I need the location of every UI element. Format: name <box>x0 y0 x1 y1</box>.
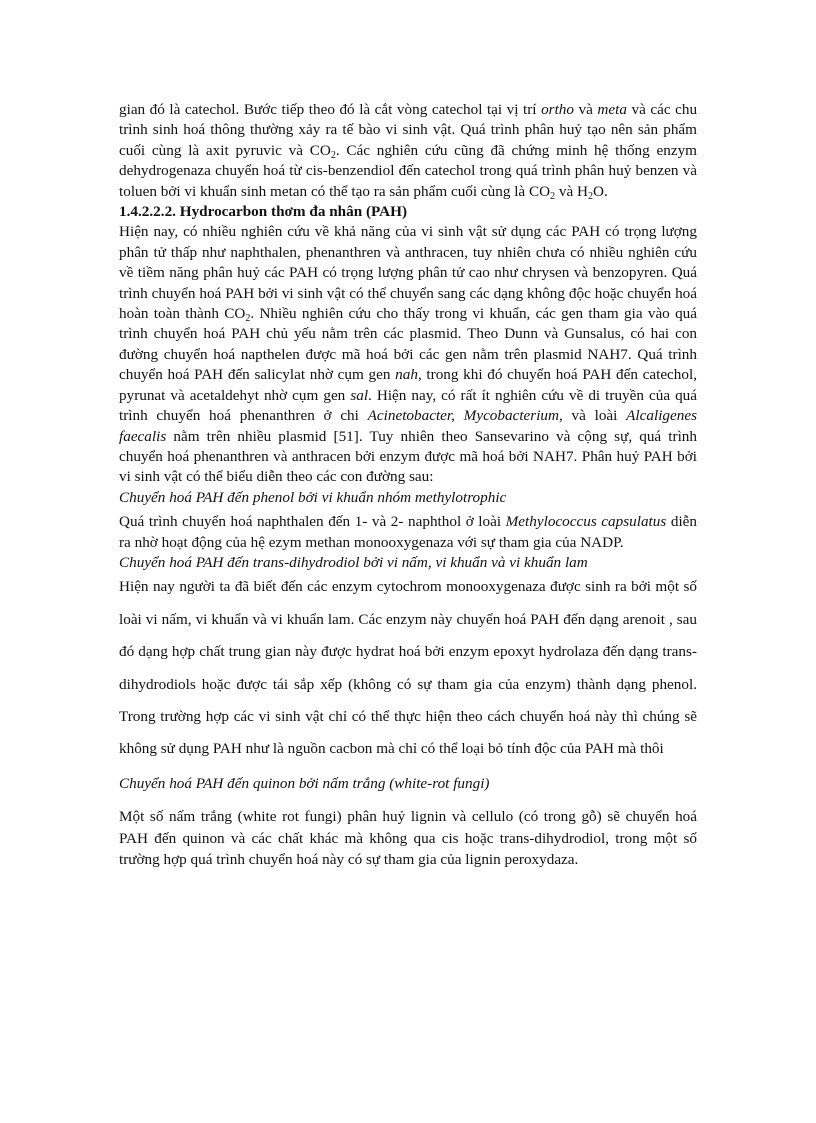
subheading-trans-dihydrodiol: Chuyển hoá PAH đến trans-dihydrodiol bởi vi nấm, vi khuẩn và vi khuẩn lam <box>119 553 588 571</box>
paragraph-pah-overview: Hiện nay, có nhiều nghiên cứu về khả năng của vi sinh vật sử dụng các PAH có trọng lượng phân tử thấp như naphthalen, phenanthren và anthracen, tuy nhiên chưa có nhiều nghiên cứu về tiềm năng phân huỷ các PAH có trọng lượng phân tử cao như chrysen và benzopyren. Quá trình chuyển hoá PAH bởi vi sinh vật có thể chuyển sang các dạng không độc hoặc chuyển hoá hoàn toàn thành $CO_2$. Nhiều nghiên cứu cho thấy trong vi khuẩn, các gen tham gia vào quá trình chuyển hoá PAH chủ yếu nằm trên các plasmid. Theo Dunn và Gunsalus, có hai con đường chuyển hoá napthelen được mã hoá bởi các gen nằm trên plasmid NAH7. Quá trình chuyển hoá PAH đến salicylat nhờ cụm gen nah, trong khi đó chuyển hoá PAH đến catechol, pyrunat và acetaldehyt nhờ cụm gen sal. Hiện nay, có rất ít nghiên cứu về di truyền của quá trình chuyển hoá phenanthren ở chi Acinetobacter, Mycobacterium, và loài Alcaligenes faecalis nằm trên nhiều plasmid [51]. Tuy nhiên theo Sansevarino và cộng sự, quá trình chuyển hoá phenanthren và anthracen bởi enzym được mã hoá bởi NAH7. Phân huỷ PAH bởi vi sinh vật có thể biểu diễn theo các con đường sau: <box>119 223 698 486</box>
paragraph-naphthol: Quá trình chuyển hoá naphthalen đến 1- và 2- naphthol ở loài Methylococcus capsulatus diễn ra nhờ hoạt động của hệ ezym methan monooxygenaza với sự tham gia của NADP. <box>119 513 697 551</box>
paragraph-white-rot: Một số nấm trắng (white rot fungi) phân huỷ lignin và cellulo (có trong gỗ) sẽ chuyển hoá PAH đến quinon và các chất khác mà không qua cis hoặc trans-dihydrodiol, trong một số trường hợp quá trình chuyển hoá này có sự tham gia của lignin peroxydaza. <box>119 808 697 869</box>
term-sal: sal <box>350 386 369 404</box>
term-ortho: ortho <box>541 101 574 118</box>
paragraph-cytochrom: Hiện nay người ta đã biết đến các enzym cytochrom monooxygenaza được sinh ra bởi một số loài vi nấm, vi khuẩn và vi khuẩn lam. Các enzym này chuyển hoá PAH đến dạng arenoit , sau đó dạng hợp chất trung gian này được hydrat hoá bởi enzym epoxyt hydrolaza đến dạng trans-dihydrodiols hoặc được tái sắp xếp (không có sự tham gia của enzym) thành dạng phenol. Trong trường hợp các vi sinh vật chỉ có thể thực hiện theo cách chuyển hoá này thì chúng sẽ không sử dụng PAH như là nguồn cacbon mà chỉ có thể loại bỏ tính độc của PAH mà thôi <box>119 578 697 758</box>
subheading-quinon: Chuyển hoá PAH đến quinon bởi nấm trắng (white-rot fungi) <box>119 774 490 792</box>
section-heading: 1.4.2.2.2. Hydrocarbon thơm đa nhân (PAH) <box>119 203 407 221</box>
term-methylococcus: Methylococcus capsulatus <box>505 513 667 531</box>
term-meta: meta <box>597 101 627 118</box>
term-genus: Acinetobacter, Mycobacterium, <box>367 407 563 425</box>
paragraph-catechol: gian đó là catechol. Bước tiếp theo đó là cắt vòng catechol tại vị trí ortho và meta và các chu trình sinh hoá thông thường xảy ra tế bào vi sinh vật. Quá trình phân huỷ tạo nên sản phẩm cuối cùng là axit pyruvic và $CO_2$. Các nghiên cứu cũng đã chứng minh hệ thống enzym dehydrogenaza chuyển hoá từ cis-benzendiol đến catechol trong quá trình phân huỷ benzen và toluen bởi vi khuẩn sinh metan có thể tạo ra sản phẩm cuối cùng là $CO_2$ và $H_2O$. <box>119 101 698 202</box>
term-nah: nah <box>395 366 418 384</box>
term-species: Alcaligenes faecalis <box>119 407 697 445</box>
subheading-phenol: Chuyển hoá PAH đến phenol bởi vi khuẩn nhóm methylotrophic <box>119 488 507 506</box>
document-page <box>119 100 697 871</box>
